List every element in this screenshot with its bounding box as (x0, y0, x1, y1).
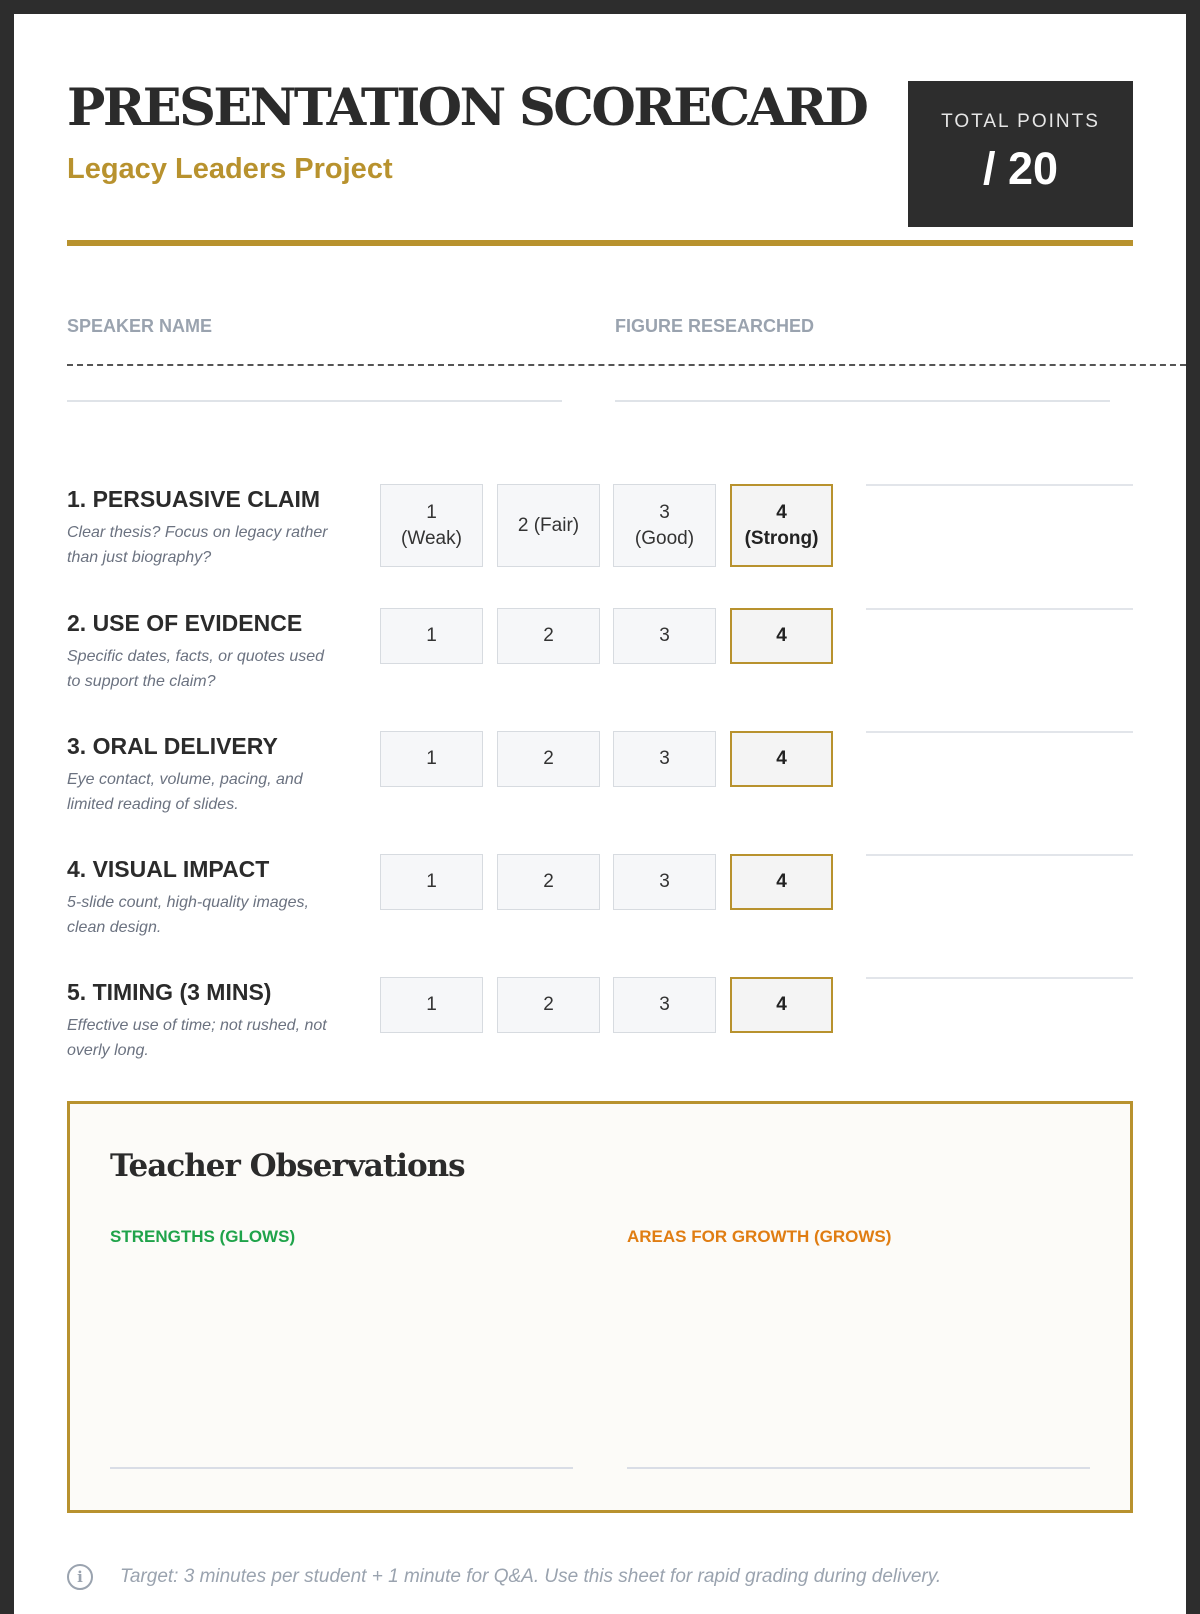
teacher-observations-panel (67, 1101, 1133, 1513)
observations-title: Teacher Observations (110, 1148, 465, 1184)
score-option-2[interactable]: 2 (497, 731, 600, 787)
criterion-title: 5. TIMING (3 MINS) (67, 979, 272, 1005)
strengths-writing-area[interactable] (110, 1467, 573, 1469)
growth-label: AREAS FOR GROWTH (GROWS) (627, 1227, 892, 1246)
growth-writing-area[interactable] (627, 1467, 1090, 1469)
criterion-row (67, 608, 1133, 698)
criterion-notes-line[interactable] (866, 608, 1133, 610)
info-icon: i (67, 1564, 93, 1590)
score-option-1[interactable]: 1 (380, 854, 483, 910)
score-option-3[interactable]: 3 (613, 854, 716, 910)
criterion-description: 5-slide count, high-quality images, clean design. (67, 894, 309, 936)
score-option-1[interactable]: 1 (380, 977, 483, 1033)
score-option-4[interactable]: 4 (730, 854, 833, 910)
criterion-description: Effective use of time; not rushed, not overly long. (67, 1017, 327, 1059)
page-title: PRESENTATION SCORECARD (67, 78, 867, 138)
score-option-3[interactable]: 3 (613, 731, 716, 787)
footer-note (67, 1564, 1167, 1594)
header-divider (67, 240, 1133, 246)
criterion-row (67, 854, 1133, 944)
total-points-value: / 20 (982, 143, 1059, 194)
criterion-title: 3. ORAL DELIVERY (67, 733, 278, 759)
criterion-title: 2. USE OF EVIDENCE (67, 610, 303, 636)
footer-text: Target: 3 minutes per student + 1 minute for Q&A. Use this sheet for rapid grading during delivery. (120, 1566, 942, 1587)
criterion-description: Eye contact, volume, pacing, and limited reading of slides. (67, 771, 303, 813)
criterion-description: Specific dates, facts, or quotes used to support the claim? (67, 648, 325, 690)
criterion-row (67, 484, 1133, 574)
header (67, 66, 1133, 228)
figure-researched-label: FIGURE RESEARCHED (615, 316, 815, 336)
score-option-2[interactable]: 2 (497, 977, 600, 1033)
name-fill-in-dashes (67, 364, 1186, 366)
score-option-1[interactable]: 1 (Weak) (380, 484, 483, 567)
score-option-3[interactable]: 3 (613, 608, 716, 664)
score-option-1[interactable]: 1 (380, 731, 483, 787)
scorecard-page (14, 14, 1186, 1614)
criterion-notes-line[interactable] (866, 854, 1133, 856)
score-option-4[interactable]: 4 (Strong) (730, 484, 833, 567)
criterion-title: 1. PERSUASIVE CLAIM (67, 486, 321, 512)
score-option-4[interactable]: 4 (730, 731, 833, 787)
criterion-row (67, 977, 1133, 1067)
criterion-notes-line[interactable] (866, 731, 1133, 733)
total-points-box (908, 81, 1133, 227)
criterion-row (67, 731, 1133, 821)
criterion-description: Clear thesis? Focus on legacy rather than just biography? (67, 524, 328, 566)
score-option-2[interactable]: 2 (497, 854, 600, 910)
speaker-name-field[interactable] (67, 400, 562, 402)
page-subtitle: Legacy Leaders Project (67, 153, 393, 185)
criterion-title: 4. VISUAL IMPACT (67, 856, 270, 882)
strengths-label: STRENGTHS (GLOWS) (110, 1227, 296, 1246)
score-option-4[interactable]: 4 (730, 608, 833, 664)
criterion-notes-line[interactable] (866, 977, 1133, 979)
figure-researched-field[interactable] (615, 400, 1110, 402)
criterion-notes-line[interactable] (866, 484, 1133, 486)
score-option-1[interactable]: 1 (380, 608, 483, 664)
score-option-3[interactable]: 3 (613, 977, 716, 1033)
score-option-2[interactable]: 2 (497, 608, 600, 664)
score-option-4[interactable]: 4 (730, 977, 833, 1033)
score-option-3[interactable]: 3 (Good) (613, 484, 716, 567)
total-points-label: TOTAL POINTS (941, 111, 1100, 132)
score-option-2[interactable]: 2 (Fair) (497, 484, 600, 567)
speaker-name-label: SPEAKER NAME (67, 316, 213, 336)
